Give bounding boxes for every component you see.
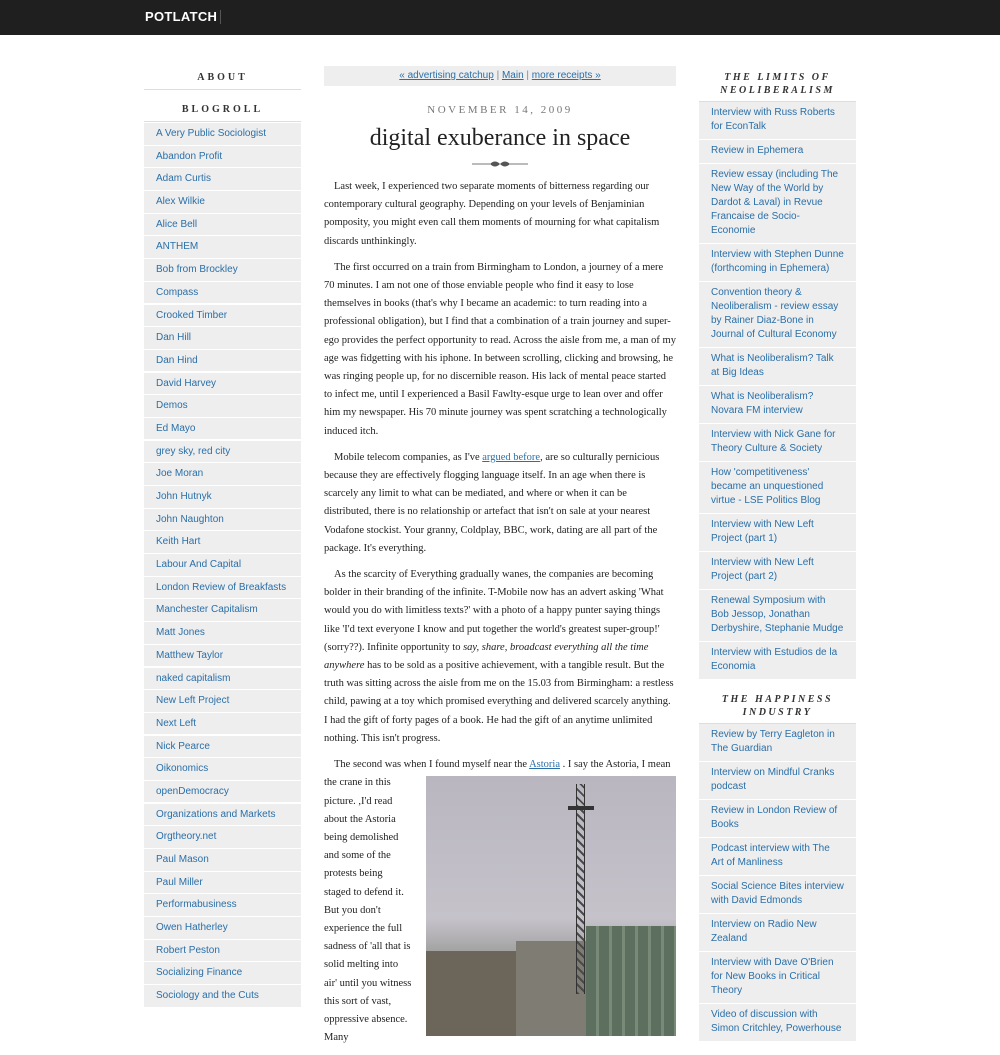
site-brand[interactable]: POTLATCH xyxy=(145,9,218,24)
blogroll-item[interactable]: Orgtheory.net xyxy=(144,826,301,848)
prev-post-link[interactable]: « advertising catchup xyxy=(399,70,494,81)
post-body xyxy=(324,178,676,1047)
main-link[interactable]: Main xyxy=(501,70,524,81)
blogroll-item[interactable]: Next Left xyxy=(144,713,301,735)
sidebar-link[interactable]: Interview with Dave O'Brien for New Books in Critical Theory xyxy=(699,952,856,1003)
sidebar-link[interactable]: What is Neoliberalism? Talk at Big Ideas xyxy=(699,348,856,385)
about-heading[interactable]: ABOUT xyxy=(144,72,301,90)
blogroll-item[interactable]: Paul Miller xyxy=(144,872,301,894)
blogroll-item[interactable]: Keith Hart xyxy=(144,531,301,553)
brand-divider xyxy=(220,10,221,24)
blogroll-item[interactable]: grey sky, red city xyxy=(144,441,301,463)
blogroll-item[interactable]: Matt Jones xyxy=(144,622,301,644)
crane-photo[interactable] xyxy=(426,776,676,1036)
happiness-industry-heading: THE HAPPINESS INDUSTRY xyxy=(699,693,856,724)
paragraph: Last week, I experienced two separate moments of bitterness regarding our contemporary cultural geography. Depending on your levels of Benjaminian pomposity, you might even call them moments of mourning for what capitalism discards unthinkingly. xyxy=(324,181,660,247)
blogroll-item[interactable]: David Harvey xyxy=(144,373,301,395)
blogroll-item[interactable]: Sociology and the Cuts xyxy=(144,985,301,1007)
top-bar xyxy=(0,0,1000,35)
sidebar-link[interactable]: Podcast interview with The Art of Manliness xyxy=(699,838,856,875)
blogroll-item[interactable]: Labour And Capital xyxy=(144,554,301,576)
sidebar-link[interactable]: Interview with New Left Project (part 1) xyxy=(699,514,856,551)
sidebar-link[interactable]: Interview on Radio New Zealand xyxy=(699,914,856,951)
happiness-industry-list xyxy=(699,724,856,1041)
paragraph: The second was when I found myself near the Astoria . I say the Astoria, I mean the crane in this picture. ,I'd read about the Astoria being demolished and some of the protests being staged to defend it. But you don't experience the full sadness of 'all that is solid melting into air' until you witness this sort of vast, oppressive absence. Many xyxy=(324,756,676,1047)
blogroll-item[interactable]: openDemocracy xyxy=(144,781,301,803)
blogroll-item[interactable]: Bob from Brockley xyxy=(144,259,301,281)
blogroll-item[interactable]: John Hutnyk xyxy=(144,486,301,508)
blogroll-item[interactable]: New Left Project xyxy=(144,690,301,712)
blogroll-item[interactable]: Dan Hind xyxy=(144,350,301,372)
nav-separator: | xyxy=(493,70,502,81)
sidebar-link[interactable]: Video of discussion with Simon Critchley, Powerhouse xyxy=(699,1004,856,1041)
sidebar-link[interactable]: Interview with Stephen Dunne (forthcoming in Ephemera) xyxy=(699,244,856,281)
sidebar-link[interactable]: Interview with New Left Project (part 2) xyxy=(699,552,856,589)
argued-before-link[interactable]: argued before xyxy=(482,451,541,463)
sidebar-link[interactable]: What is Neoliberalism? Novara FM interview xyxy=(699,386,856,423)
blogroll-item[interactable]: Ed Mayo xyxy=(144,418,301,440)
main-content xyxy=(324,35,676,1055)
paragraph: As the scarcity of Everything gradually wanes, the companies are becoming bolder in their branding of the infinite. T-Mobile now has an advert asking 'What would you do with limitless texts?' with a photo of a happy punter saying things like 'I'd text everyone I know and put together the world's greatest super-group!' (sorry??). Infinite opportunity to say, share, broadcast everything all the time anywhere has to be sold as a positive achievement, with a tangible result. But the truth was sitting across the aisle from me on the 15.03 from Birmingham: a restless child, pawing at a toy which promised everything and delivered scarcely anything. I had the gift of forty pages of a book. He had the gift of an anytime unlimited nothing. This isn't progress. xyxy=(324,569,674,744)
blogroll-item[interactable]: Alice Bell xyxy=(144,214,301,236)
blogroll-item[interactable]: Nick Pearce xyxy=(144,736,301,758)
blogroll-item[interactable]: A Very Public Sociologist xyxy=(144,123,301,145)
paragraph: Mobile telecom companies, as I've argued before, are so culturally pernicious because they are effectively flogging language itself. In an age when there is scarcely any limit to what can be mediated, and where or when it can be distributed, there is no relationship or artefact that isn't on sale at your nearest Vodafone stockist. Your granny, Coldplay, BBC, work, dating are all part of the package. It's everything. xyxy=(324,451,660,554)
next-post-link[interactable]: more receipts » xyxy=(531,70,601,81)
blogroll-heading: BLOGROLL xyxy=(144,104,301,122)
blogroll-item[interactable]: Owen Hatherley xyxy=(144,917,301,939)
sidebar-link[interactable]: Interview on Mindful Cranks podcast xyxy=(699,762,856,799)
astoria-link[interactable]: Astoria xyxy=(529,759,560,771)
blogroll-item[interactable]: Paul Mason xyxy=(144,849,301,871)
sidebar-link[interactable]: How 'competitiveness' became an unquestioned virtue - LSE Politics Blog xyxy=(699,462,856,513)
blogroll-item[interactable]: Compass xyxy=(144,282,301,304)
post-title[interactable]: digital exuberance in space xyxy=(369,125,631,151)
blogroll-item[interactable]: Alex Wilkie xyxy=(144,191,301,213)
blogroll-item[interactable]: London Review of Breakfasts xyxy=(144,577,301,599)
blogroll-item[interactable]: Organizations and Markets xyxy=(144,804,301,826)
sidebar-link[interactable]: Review essay (including The New Way of the World by Dardot & Laval) in Revue Francaise de Socio-Economie xyxy=(699,164,856,243)
blogroll-item[interactable]: Performabusiness xyxy=(144,894,301,916)
blogroll-item[interactable]: Dan Hill xyxy=(144,327,301,349)
post-navigation xyxy=(324,66,676,86)
blogroll-item[interactable]: Socializing Finance xyxy=(144,962,301,984)
blogroll-item[interactable]: Oikonomics xyxy=(144,758,301,780)
blogroll-item[interactable]: Joe Moran xyxy=(144,463,301,485)
paragraph: The first occurred on a train from Birmingham to London, a journey of a mere 70 minutes. I am not one of those enviable people who find it easy to lose themselves in books (that's why I became an academic: to turn reading into a professional obligation), but I find that a combination of a train journey and super-ego provides the perfect opportunity to read. Across the aisle from me, a man of my age was fidgetting with his iphone. In between scrolling, clicking and browsing, he was ringing people up, for no discernible reason. His lack of mental peace started to infect me, until I experienced a Basil Fawlty-esque urge to lean over and offer him my newspaper. His 70 minute journey was spent scratching a technologically induced itch. xyxy=(324,261,676,437)
left-sidebar xyxy=(144,35,301,1008)
nav-separator: | xyxy=(523,70,532,81)
sidebar-link[interactable]: Convention theory & Neoliberalism - review essay by Rainer Diaz-Bone in Journal of Cultural Economy xyxy=(699,282,856,347)
sidebar-link[interactable]: Review by Terry Eagleton in The Guardian xyxy=(699,724,856,761)
sidebar-link[interactable]: Renewal Symposium with Bob Jessop, Jonathan Derbyshire, Stephanie Mudge xyxy=(699,590,856,641)
sidebar-link[interactable]: Review in Ephemera xyxy=(699,140,856,163)
limits-of-neoliberalism-list xyxy=(699,102,856,679)
sidebar-link[interactable]: Interview with Estudios de la Economia xyxy=(699,642,856,679)
post-date: NOVEMBER 14, 2009 xyxy=(427,104,573,116)
blogroll-list xyxy=(144,123,301,1007)
right-sidebar xyxy=(699,35,856,1042)
limits-of-neoliberalism-heading: THE LIMITS OF NEOLIBERALISM xyxy=(699,71,856,102)
blogroll-item[interactable]: ANTHEM xyxy=(144,236,301,258)
sidebar-link[interactable]: Social Science Bites interview with David Edmonds xyxy=(699,876,856,913)
blogroll-item[interactable]: Demos xyxy=(144,395,301,417)
blogroll-item[interactable]: Abandon Profit xyxy=(144,146,301,168)
sidebar-link[interactable]: Review in London Review of Books xyxy=(699,800,856,837)
blogroll-item[interactable]: Adam Curtis xyxy=(144,168,301,190)
blogroll-item[interactable]: Crooked Timber xyxy=(144,305,301,327)
sidebar-link[interactable]: Interview with Nick Gane for Theory Culture & Society xyxy=(699,424,856,461)
blogroll-item[interactable]: Robert Peston xyxy=(144,940,301,962)
flourish-divider xyxy=(324,156,676,166)
sidebar-link[interactable]: Interview with Russ Roberts for EconTalk xyxy=(699,102,856,139)
blogroll-item[interactable]: Matthew Taylor xyxy=(144,645,301,667)
blogroll-item[interactable]: John Naughton xyxy=(144,509,301,531)
blogroll-item[interactable]: Manchester Capitalism xyxy=(144,599,301,621)
blogroll-item[interactable]: naked capitalism xyxy=(144,668,301,690)
